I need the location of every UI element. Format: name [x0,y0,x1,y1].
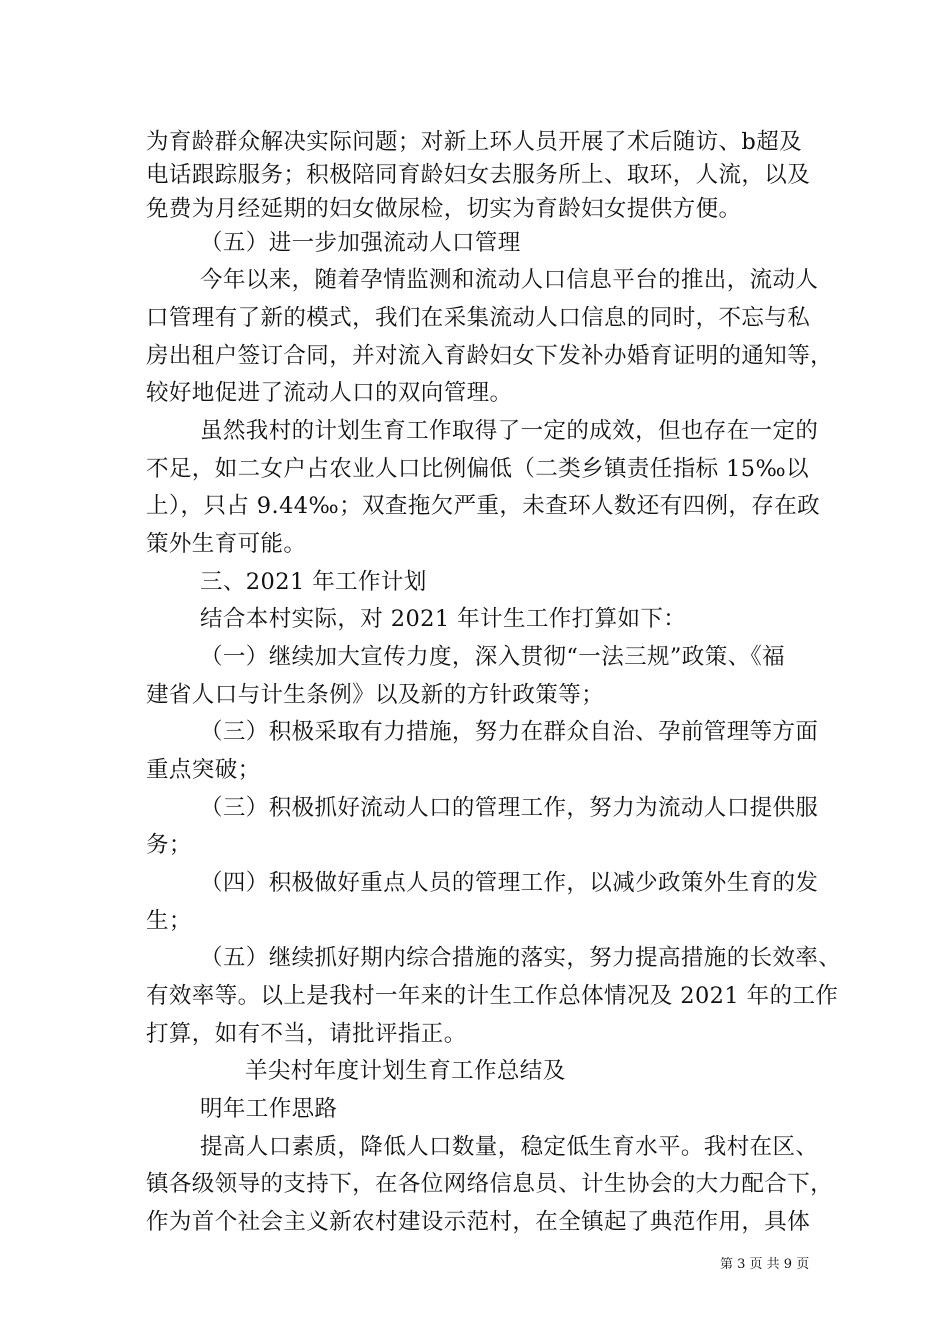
text-line-15: （一）继续加大宣传力度，深入贯彻“一法三规”政策、《福 [200,644,786,670]
text-line-12: 策外生育可能。 [146,531,307,557]
text-line-8: 较好地促进了流动人口的双向管理。 [146,380,513,406]
section-heading-five: （五）进一步加强流动人口管理 [200,230,521,256]
document-title-line-2: 明年工作思路 [200,1096,338,1122]
text-line-30: 作为首个社会主义新农村建设示范村，在全镇起了典范作用，具体 [146,1209,811,1235]
text-line-14: 结合本村实际，对 2021 年计生工作打算如下： [200,606,687,632]
text-line-7: 房出租户签订合同，并对流入育龄妇女下发补办婚育证明的通知等， [146,343,834,369]
text-line-1: 为育龄群众解决实际问题；对新上环人员开展了术后随访、b超及 [146,129,803,155]
text-line-11: 上），只占 9.44‰；双查拖欠严重，未查环人数还有四例，存在政 [146,493,820,519]
text-line-25: 打算，如有不当，请批评指正。 [146,1021,467,1047]
text-line-9: 虽然我村的计划生育工作取得了一定的成效，但也存在一定的 [200,418,819,444]
text-line-17: （三）积极采取有力措施，努力在群众自治、孕前管理等方面 [200,719,819,745]
text-line-2: 电话跟踪服务；积极陪同育龄妇女去服务所上、取环，人流，以及 [146,162,811,188]
text-line-19: （三）积极抓好流动人口的管理工作，努力为流动人口提供服 [200,795,819,821]
text-line-18: 重点突破； [146,757,261,783]
text-line-3: 免费为月经延期的妇女做尿检，切实为育龄妇女提供方便。 [146,196,742,222]
text-line-23: （五）继续抓好期内综合措施的落实，努力提高措施的长效率、 [200,945,842,971]
text-line-21: （四）积极做好重点人员的管理工作，以减少政策外生育的发 [200,870,819,896]
text-line-20: 务； [146,832,192,858]
document-title-line-1: 羊尖村年度计划生育工作总结及 [245,1058,566,1084]
section-heading-plan: 三、2021 年工作计划 [200,569,427,595]
page-number-footer: 第 3 页 共 9 页 [720,1257,810,1272]
text-line-22: 生； [146,908,192,934]
text-line-16: 建省人口与计生条例》以及新的方针政策等； [146,682,605,708]
text-line-5: 今年以来，随着孕情监测和流动人口信息平台的推出，流动人 [200,267,819,293]
text-line-28: 提高人口素质，降低人口数量，稳定低生育水平。我村在区、 [200,1134,819,1160]
text-line-6: 口管理有了新的模式，我们在采集流动人口信息的同时，不忘与私 [146,305,811,331]
text-line-29: 镇各级领导的支持下，在各位网络信息员、计生协会的大力配合下， [146,1171,834,1197]
text-line-10: 不足，如二女户占农业人口比例偏低（二类乡镇责任指标 15‰以 [146,456,809,482]
text-line-24: 有效率等。以上是我村一年来的计生工作总体情况及 2021 年的工作 [146,983,839,1009]
